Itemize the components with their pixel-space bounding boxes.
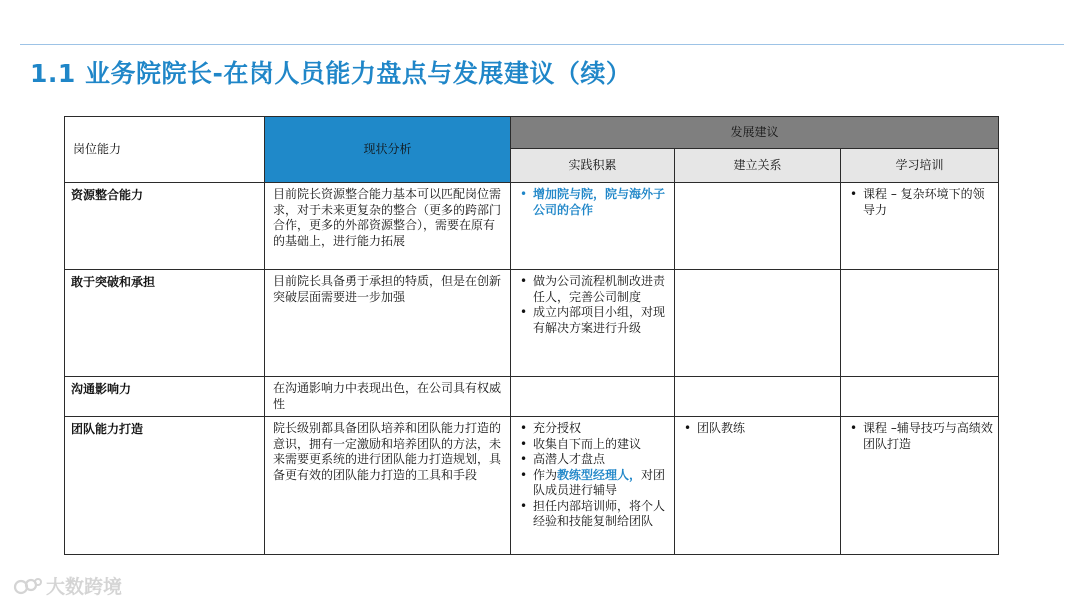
list-item: • 成立内部项目小组，对现有解决方案进行升级 [517,305,670,336]
relations-cell [675,377,841,417]
list-item: • 增加院与院，院与海外子公司的合作 [517,187,670,218]
status-cell: 目前院长具备勇于承担的特质，但是在创新突破层面需要进一步加强 [265,270,511,377]
highlight-text: 教练型经理人， [557,467,642,482]
list-item: • 收集自下而上的建议 [517,437,670,453]
practice-cell [511,417,675,555]
header-ability: 岗位能力 [65,117,265,183]
table-row [65,270,999,377]
header-status: 现状分析 [265,117,511,183]
header-learning: 学习培训 [841,149,999,183]
table-row [65,377,999,417]
watermark-text: 大数跨境 [46,576,123,598]
list-item: • 课程 – 复杂环境下的领导力 [847,187,994,218]
ability-cell: 团队能力打造 [65,417,265,555]
header-row-1 [65,117,999,149]
list-item: • 做为公司流程机制改进责任人，完善公司制度 [517,274,670,305]
watermark [12,572,122,599]
status-cell: 目前院长资源整合能力基本可以匹配岗位需求，对于未来更复杂的整合（更多的跨部门合作，更多的外部资源整合），需要在原有的基础上，进行能力拓展 [265,183,511,270]
relations-cell [675,183,841,270]
list-item: • 课程 –辅导技巧与高绩效团队打造 [847,421,994,452]
top-divider [20,44,1064,45]
ability-cell: 沟通影响力 [65,377,265,417]
practice-cell [511,270,675,377]
learning-cell [841,270,999,377]
ability-cell: 资源整合能力 [65,183,265,270]
ability-cell: 敢于突破和承担 [65,270,265,377]
list-item: • 高潜人才盘点 [517,452,670,468]
header-practice: 实践积累 [511,149,675,183]
list-item: • 充分授权 [517,421,670,437]
list-item: • 团队教练 [681,421,836,437]
status-cell: 院长级别都具备团队培养和团队能力打造的意识，拥有一定激励和培养团队的方法，未来需要更系统的进行团队能力打造规划，具备更有效的团队能力打造的工具和手段 [265,417,511,555]
table-row [65,417,999,555]
relations-cell [675,270,841,377]
practice-cell [511,377,675,417]
capability-table [64,116,999,555]
learning-cell [841,377,999,417]
list-item: • 作为教练型经理人，对团队成员进行辅导 [517,468,670,499]
relations-cell [675,417,841,555]
learning-cell [841,417,999,555]
practice-cell [511,183,675,270]
list-item: • 担任内部培训师，将个人经验和技能复制给团队 [517,499,670,530]
watermark-logo-icon [12,575,42,597]
table-row [65,183,999,270]
header-relations: 建立关系 [675,149,841,183]
learning-cell [841,183,999,270]
page-title: 1.1 业务院院长-在岗人员能力盘点与发展建议（续） [30,59,632,88]
status-cell: 在沟通影响力中表现出色，在公司具有权威性 [265,377,511,417]
header-development: 发展建议 [511,117,999,149]
